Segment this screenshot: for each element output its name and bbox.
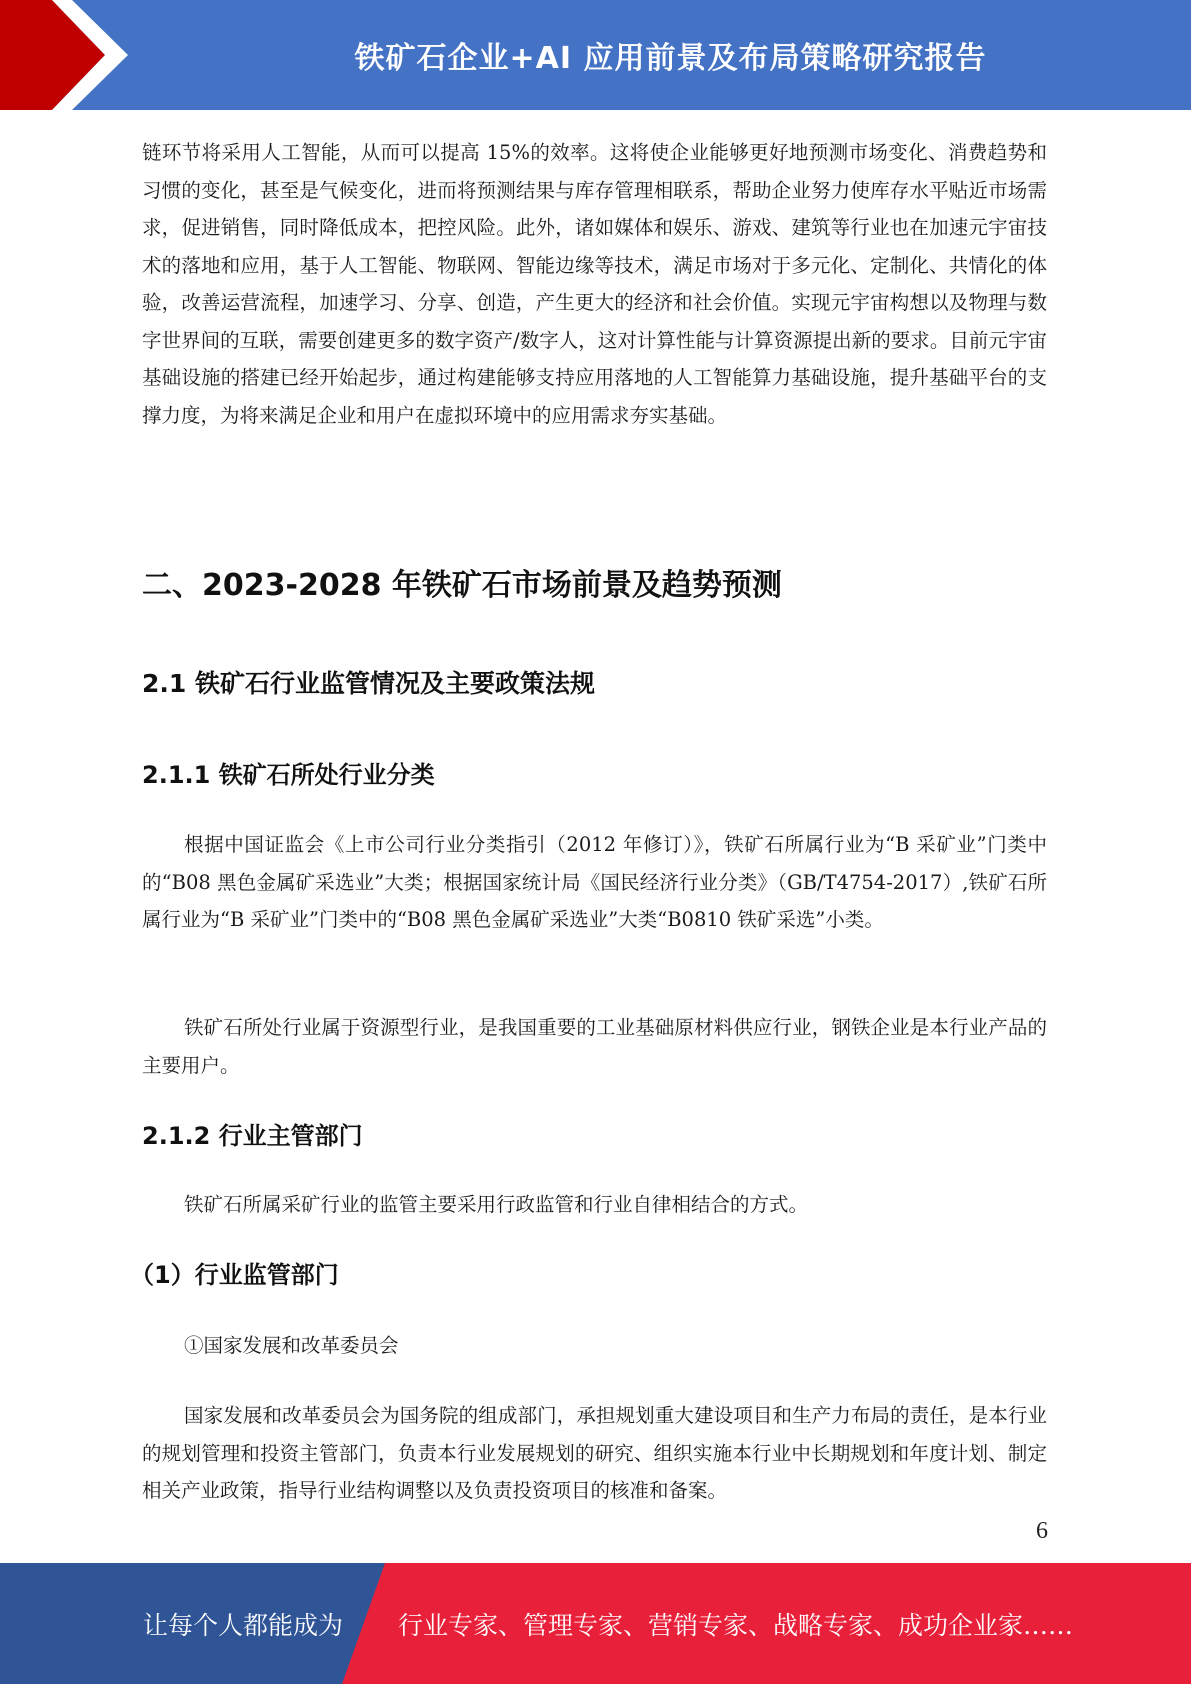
classification-paragraph: 根据中国证监会《上市公司行业分类指引（2012 年修订）》，铁矿石所属行业为“B 采矿业”门类中的“B08 黑色金属矿采选业”大类；根据国家统计局《国民经济行业分类》（GB/T4754-2017）,铁矿石所属行业为“B 采矿业”门类中的“B08 黑色金属矿采选业”大类“B0810 铁矿采选”小类。 <box>142 833 1047 931</box>
ndrc-description-paragraph: 国家发展和改革委员会为国务院的组成部门，承担规划重大建设项目和生产力布局的责任，是本行业的规划管理和投资主管部门，负责本行业发展规划的研究、组织实施本行业中长期规划和年度计划、制定相关产业政策，指导行业结构调整以及负责投资项目的核准和备案。 <box>142 1404 1047 1502</box>
page-number: 6 <box>1036 1518 1048 1544</box>
report-title: 铁矿石企业+AI 应用前景及布局策略研究报告 <box>354 41 987 76</box>
subsection-title: 2.1 铁矿石行业监管情况及主要政策法规 <box>142 669 595 698</box>
subsection-2-1-1-title: 2.1.1 铁矿石所处行业分类 <box>142 761 435 789</box>
page-footer <box>0 1563 1191 1684</box>
footer-slogan-right: 行业专家、管理专家、营销专家、战略专家、成功企业家…… <box>398 1610 1074 1640</box>
footer-slogan-left: 让每个人都能成为 <box>143 1610 344 1640</box>
subsection-2-1-2-title: 2.1.2 行业主管部门 <box>142 1122 363 1150</box>
section-title: 二、2023-2028 年铁矿石市场前景及趋势预测 <box>142 568 782 603</box>
resource-industry-paragraph: 铁矿石所处行业属于资源型行业，是我国重要的工业基础原材料供应行业，钢铁企业是本行业产品的主要用户。 <box>142 1016 1047 1077</box>
ndrc-item: ①国家发展和改革委员会 <box>184 1334 399 1357</box>
regulation-mode-paragraph: 铁矿石所属采矿行业的监管主要采用行政监管和行业自律相结合的方式。 <box>184 1193 809 1216</box>
intro-paragraph: 链环节将采用人工智能，从而可以提高 15%的效率。这将使企业能够更好地预测市场变化、消费趋势和习惯的变化，甚至是气候变化，进而将预测结果与库存管理相联系，帮助企业努力使库存水平贴近市场需求，促进销售，同时降低成本，把控风险。此外，诸如媒体和娱乐、游戏、建筑等行业也在加速元宇宙技术的落地和应用，基于人工智能、物联网、智能边缘等技术，满足市场对于多元化、定制化、共情化的体验，改善运营流程，加速学习、分享、创造，产生更大的经济和社会价值。实现元宇宙构想以及物理与数字世界间的互联，需要创建更多的数字资产/数字人，这对计算性能与计算资源提出新的要求。目前元宇宙基础设施的搭建已经开始起步，通过构建能够支持应用落地的人工智能算力基础设施，提升基础平台的支撑力度，为将来满足企业和用户在虚拟环境中的应用需求夯实基础。 <box>142 141 1047 427</box>
page-header <box>0 0 1191 110</box>
header-chevron-graphic <box>0 0 160 110</box>
regulatory-dept-title: （1）行业监管部门 <box>130 1261 339 1289</box>
